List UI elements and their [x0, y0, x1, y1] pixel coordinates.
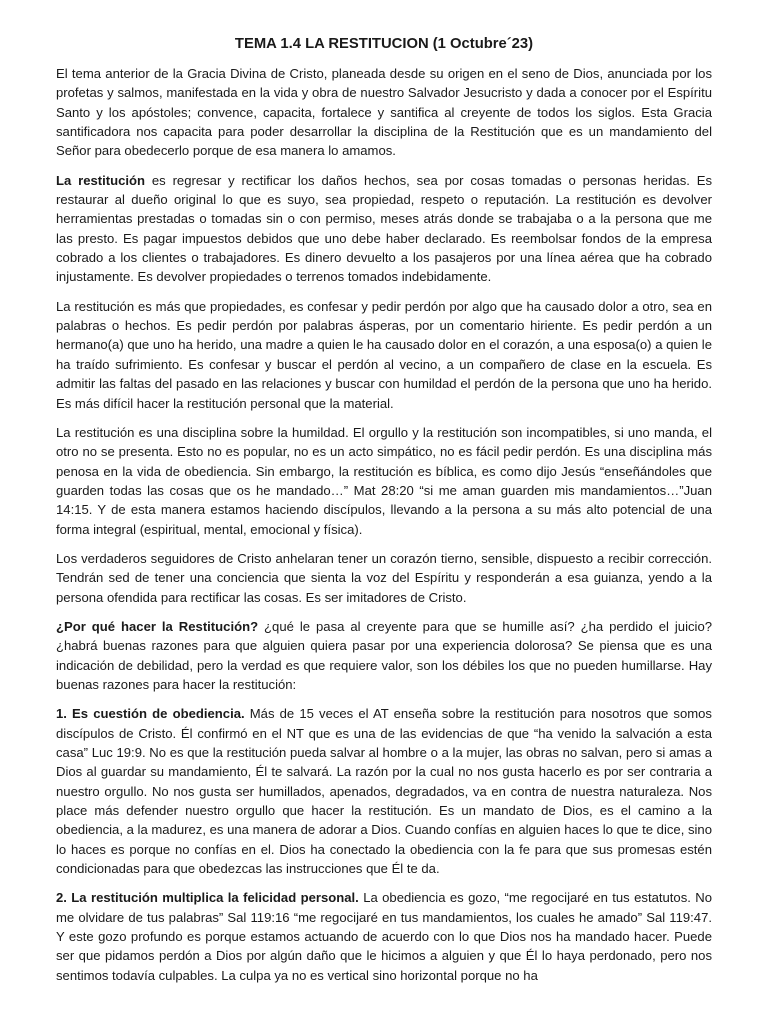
paragraph-reason-1 [56, 704, 712, 878]
paragraph-text: Más de 15 veces el AT enseña sobre la restitución para nosotros que somos discípulos de Cristo. Él confirmó en el NT que es una de las evidencias de que “ha venido la salvación a esta casa” Luc 19:9. No es que la restitución pueda salvar al hombre o a la mujer, las obras no salvan, pero si amas a Dios al guardar su mandamiento, Él te salvará. La razón por la cual no nos gusta hacerlo es por ser contraria a nuestro orgullo. No nos gusta ser humillados, apenados, degradados, va en contra de nuestra naturaleza. Nos place más defender nuestro orgullo que hacer la restitución. Es un mandato de Dios, es el camino a la obediencia, a la madurez, es una manera de adorar a Dios. Cuando confías en alguien haces lo que te dice, sino lo haces es porque no confías en el. Dios ha conectado la obediencia con la fe para que sus promesas estén condicionadas para que obedezcas las instrucciones que Él te da. [56, 706, 712, 877]
paragraph-text: es regresar y rectificar los daños hechos, sea por cosas tomadas o personas heridas. Es restaurar al dueño original lo que es suyo, sea propiedad, respeto o reputación. La restitución es devolver herramientas prestadas o tomadas sin o con permiso, meses atrás donde se trabajaba o a la persona que me las presto. Es pagar impuestos debidos que uno debe haber declarado. Es reembolsar fondos de la empresa cobrado a los clientes o trabajadores. Es dinero devuelto a los pasajeros por una línea aérea que ha cobrado injustamente. Es devolver propiedades o terrenos tomados indebidamente. [56, 172, 712, 285]
paragraph-lead: 1. Es cuestión de obediencia. [56, 706, 245, 722]
paragraph-definition [56, 171, 712, 287]
paragraph-why [56, 617, 712, 694]
paragraph-text: La restitución es más que propiedades, es confesar y pedir perdón por algo que ha causado dolor a otro, sea en palabras o hechos. Es pedir perdón por palabras ásperas, por un comentario hiriente. Es pedir perdón a un hermano(a) que uno ha herido, una madre a quien le ha causado dolor en el corazón, a una esposa(o) a quien le ha traído sufrimiento. Es confesar y buscar el perdón al vecino, a un compañero de clase en la escuela. Es admitir las faltas del pasado en las relaciones y buscar con humildad el perdón de la persona que uno ha herido. Es más difícil hacer la restitución personal que la material. [56, 298, 712, 411]
paragraph-lead: La restitución [56, 172, 146, 188]
paragraph-text: ¿qué le pasa al creyente para que se humille así? ¿ha perdido el juicio? ¿habrá buenas razones para que alguien quiera pasar por una experiencia dolorosa? Se piensa que es una indicación de debilidad, pero la verdad es que requiere valor, son los débiles los que no pueden humillarse. Hay buenas razones para hacer la restitución: [56, 618, 713, 692]
paragraph-followers [56, 549, 712, 607]
paragraph-personal [56, 297, 712, 413]
paragraph-lead: ¿Por qué hacer la Restitución? [56, 618, 259, 634]
paragraph-text: El tema anterior de la Gracia Divina de Cristo, planeada desde su origen en el seno de Dios, anunciada por los profetas y salmos, manifestada en la vida y obra de nuestro Salvador Jesucristo y dada a conocer por el Espíritu Santo y los apóstoles; convence, capacita, fortalece y santifica al creyente de todos los siglos. Esta Gracia santificadora nos capacita para poder desarrollar la disciplina de la Restitución que es un mandamiento del Señor para obedecerlo porque de esa manera lo amamos. [56, 66, 712, 159]
paragraph-text: La obediencia es gozo, “me regocijaré en tus estatutos. No me olvidare de tus palabras” Sal 119:16 “me regocijaré en tus mandamientos, los cuales he amado” Sal 119:47. Y este gozo profundo es porque estamos actuando de acuerdo con lo que Dios nos ha mandado hacer. Puede ser que pidamos perdón a Dios por algún daño que le hicimos a alguien y que Él lo haya perdonado, pero nos sentimos todavía culpables. La culpa ya no es vertical sino horizontal porque no ha [56, 890, 713, 983]
paragraph-humility [56, 423, 712, 539]
paragraph-intro [56, 64, 712, 161]
paragraph-text: La restitución es una disciplina sobre la humildad. El orgullo y la restitución son incompatibles, si uno manda, el otro no se presenta. Esto no es popular, no es un acto simpático, no es fácil pedir perdón. Es una disciplina más penosa en la vida de obediencia. Sin embargo, la restitución es bíblica, es como dijo Jesús “enseñándoles que guarden todas las cosas que os he mandado…” Mat 28:20 “si me aman guarden mis mandamientos…”Juan 14:15. Y de esta manera estamos haciendo discípulos, llevando a la persona a su más alto potencial de una forma integral (espiritual, mental, emocional y física). [56, 424, 712, 537]
paragraph-text: Los verdaderos seguidores de Cristo anhelaran tener un corazón tierno, sensible, dispuesto a recibir corrección. Tendrán sed de tener una conciencia que sienta la voz del Espíritu y responderán a esa guianza, yendo a la persona ofendida para rectificar las cosas. Es ser imitadores de Cristo. [56, 550, 712, 605]
paragraph-lead: 2. La restitución multiplica la felicidad personal. [56, 890, 359, 906]
document-title: TEMA 1.4 LA RESTITUCION (1 Octubre´23) [234, 36, 534, 52]
paragraph-reason-2 [56, 888, 712, 985]
